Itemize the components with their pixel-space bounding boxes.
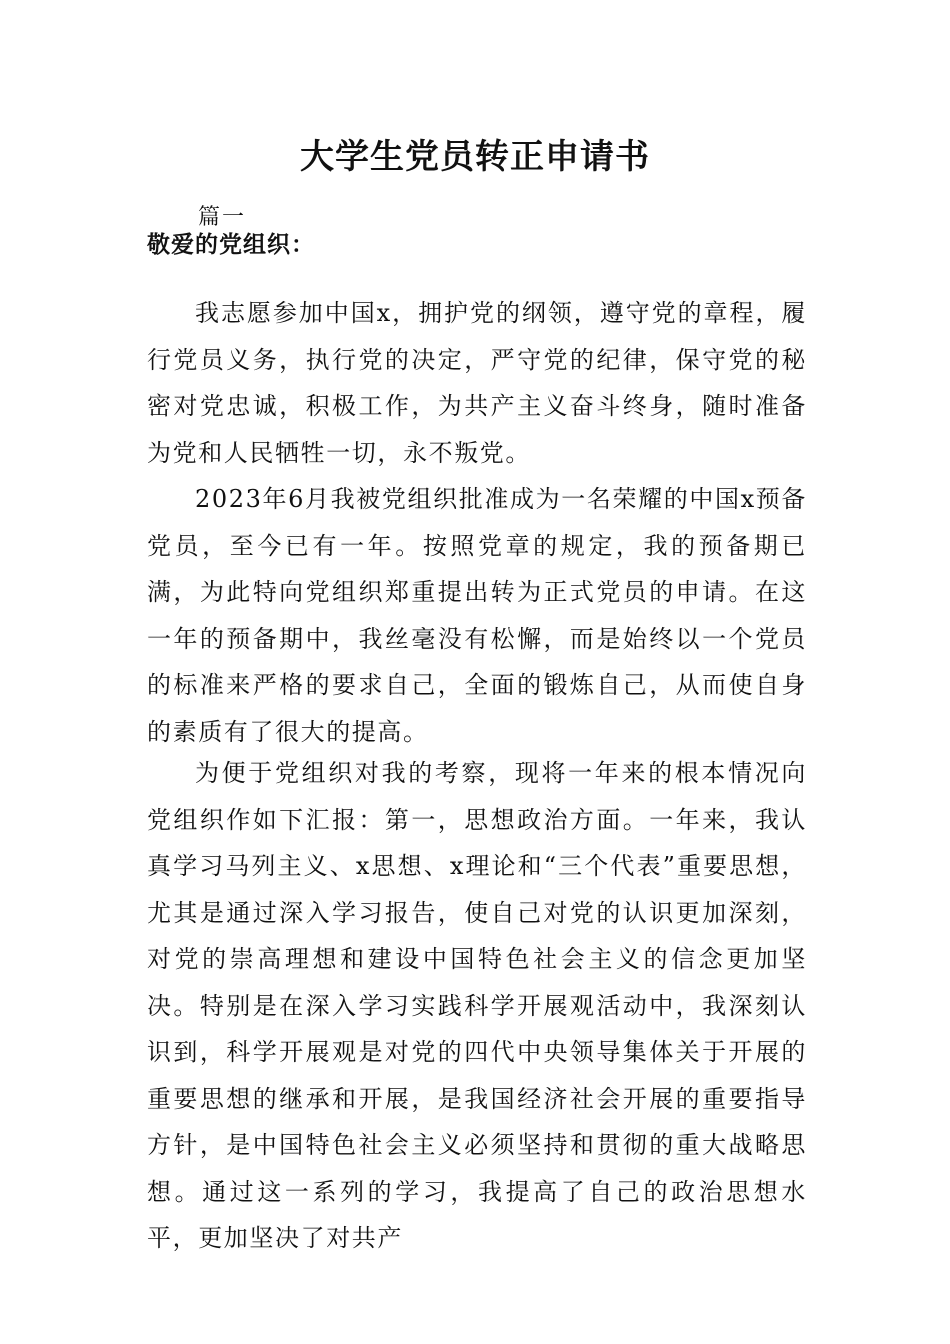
salutation: 敬爱的党组织： — [147, 232, 315, 258]
paragraph-pledge — [147, 290, 807, 476]
paragraph-text: 我志愿参加中国x，拥护党的纲领，遵守党的章程，履行党员义务，执行党的决定，严守党的纪律，保守党的秘密对党忠诚，积极工作，为共产主义奋斗终身，随时准备为党和人民牺牲一切，永不叛党。 — [147, 299, 807, 467]
section-label: 篇一 — [198, 205, 247, 230]
paragraph-report — [147, 750, 807, 1262]
paragraph-text: 为便于党组织对我的考察，现将一年来的根本情况向党组织作如下汇报：第一，思想政治方面。一年来，我认真学习马列主义、x思想、x理论和“三个代表”重要思想，尤其是通过深入学习报告，使自己对党的认识更加深刻，对党的崇高理想和建设中国特色社会主义的信念更加坚决。特别是在深入学习实践科学开展观活动中，我深刻认识到，科学开展观是对党的四代中央领导集体关于开展的重要思想的继承和开展，是我国经济社会开展的重要指导方针，是中国特色社会主义必须坚持和贯彻的重大战略思想。通过这一系列的学习，我提高了自己的政治思想水平，更加坚决了对共产 — [147, 759, 807, 1252]
paragraph-probation — [147, 476, 807, 755]
document-title: 大学生党员转正申请书 — [300, 137, 650, 177]
paragraph-text: 2023年6月我被党组织批准成为一名荣耀的中国x预备党员，至今已有一年。按照党章的规定，我的预备期已满，为此特向党组织郑重提出转为正式党员的申请。在这一年的预备期中，我丝毫没有松懈，而是始终以一个党员的标准来严格的要求自己，全面的锻炼自己，从而使自身的素质有了很大的提高。 — [147, 485, 807, 746]
